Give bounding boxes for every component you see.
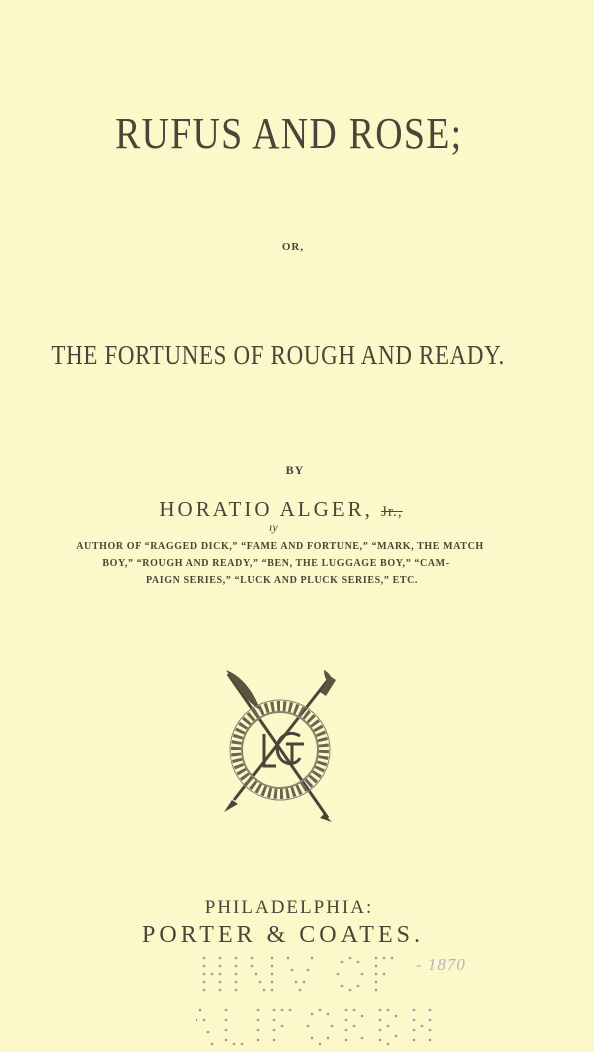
by-line: BY	[285, 463, 305, 477]
imprint-city: PHILADELPHIA:	[204, 897, 374, 918]
library-stamp	[196, 952, 546, 1052]
author-credits-line-2: BOY,” “ROUGH AND READY,” “BEN, THE LUGGAGE BOY,” “CAM-	[102, 558, 450, 569]
author-name: HORATIO ALGER,	[159, 497, 373, 521]
handwritten-mark: ıy	[269, 520, 278, 534]
pencil-annotation: - 1870	[416, 955, 466, 974]
imprint-publisher: PORTER & COATES.	[142, 922, 424, 948]
publisher-emblem	[220, 666, 340, 822]
book-title: RUFUS AND ROSE;	[115, 109, 463, 158]
author-credits-line-3: PAIGN SERIES,” “LUCK AND PLUCK SERIES,” ETC.	[145, 575, 419, 586]
book-subtitle: THE FORTUNES OF ROUGH AND READY.	[51, 340, 505, 370]
author-line	[0, 497, 578, 522]
or-separator: OR,	[281, 241, 305, 253]
author-credits-line-1: AUTHOR OF “RAGGED DICK,” “FAME AND FORTUNE,” “MARK, THE MATCH	[76, 541, 484, 552]
author-suffix: Jr.,	[381, 504, 403, 520]
